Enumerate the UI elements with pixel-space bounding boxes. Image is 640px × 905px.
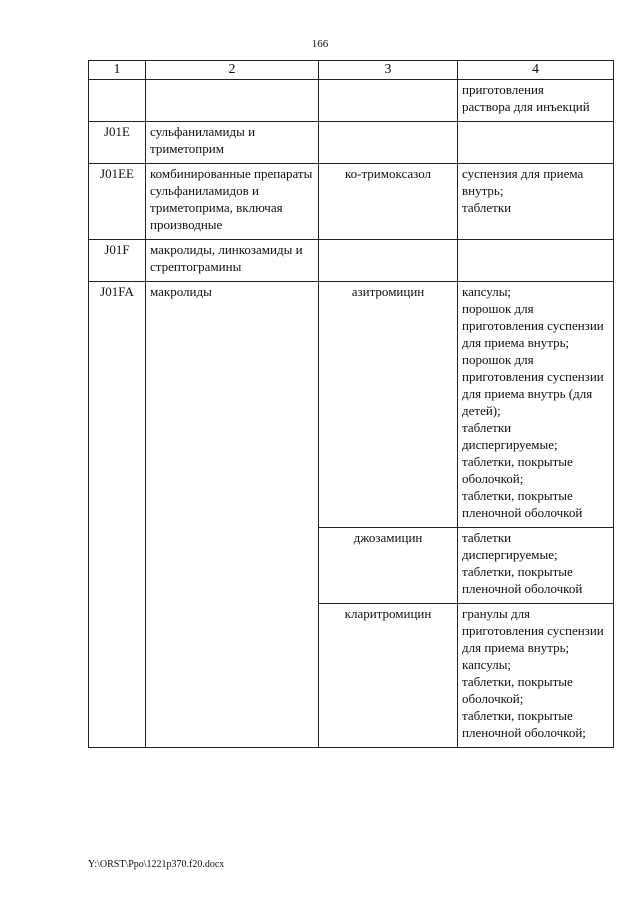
dosage-form-line: таблетки, покрытые оболочкой; <box>462 674 573 706</box>
dosage-form-line: таблетки, покрытые пленочной оболочкой <box>462 488 583 520</box>
dosage-form-line: таблетки, покрытые пленочной оболочкой; <box>462 708 586 740</box>
drug-cell <box>319 80 458 122</box>
column-header-3: 3 <box>319 61 458 80</box>
table-header-row <box>89 61 614 80</box>
drug-group-cell: макролиды, линкозамиды и стрептограмины <box>146 240 319 282</box>
form-line: приготовления <box>462 82 544 97</box>
table-row <box>89 164 614 240</box>
drug-table <box>88 60 614 748</box>
column-header-1: 1 <box>89 61 146 80</box>
dosage-form-line: капсулы; <box>462 657 512 672</box>
table-row-continuation <box>89 80 614 122</box>
atc-code-cell: J01EE <box>89 164 146 240</box>
dosage-form-line: порошок для приготовления суспензии для приема внутрь; <box>462 301 604 350</box>
table-row <box>89 282 614 528</box>
page-number: 166 <box>311 38 329 50</box>
form-cell <box>458 80 614 122</box>
dosage-form-cell <box>458 528 614 604</box>
dosage-form-line: гранулы для приготовления суспензии для приема внутрь; <box>462 606 604 655</box>
drug-group-cell: макролиды <box>146 282 319 748</box>
dosage-form-line: суспензия для приема внутрь; <box>462 166 584 198</box>
dosage-form-cell <box>458 282 614 528</box>
drug-name-cell: ко-тримоксазол <box>319 164 458 240</box>
dosage-form-line: порошок для приготовления суспензии для приема внутрь (для детей); <box>462 352 604 418</box>
drug-name-cell <box>319 122 458 164</box>
form-line: раствора для инъекций <box>462 99 590 114</box>
column-header-4: 4 <box>458 61 614 80</box>
table-body <box>89 80 614 748</box>
table-row <box>89 240 614 282</box>
dosage-form-line: таблетки, покрытые оболочкой; <box>462 454 573 486</box>
dosage-form-cell <box>458 122 614 164</box>
dosage-form-line: таблетки, покрытые пленочной оболочкой <box>462 564 583 596</box>
dosage-form-cell <box>458 164 614 240</box>
table-row <box>89 122 614 164</box>
column-header-2: 2 <box>146 61 319 80</box>
drug-name-cell <box>319 240 458 282</box>
drug-name-cell: азитромицин <box>319 282 458 528</box>
dosage-form-cell <box>458 240 614 282</box>
drug-name-cell: джозамицин <box>319 528 458 604</box>
atc-code-cell: J01FA <box>89 282 146 748</box>
dosage-form-line: таблетки <box>462 200 512 215</box>
dosage-form-line: капсулы; <box>462 284 512 299</box>
atc-code-cell: J01E <box>89 122 146 164</box>
dosage-form-line: таблетки диспергируемые; <box>462 420 558 452</box>
dosage-form-line: таблетки диспергируемые; <box>462 530 558 562</box>
footer-file-path: Y:\ORST\Ppo\1221p370.f20.docx <box>88 859 225 870</box>
drug-group-cell: комбинированные препараты сульфаниламидов и триметоприма, включая производные <box>146 164 319 240</box>
atc-code-cell: J01F <box>89 240 146 282</box>
drug-name-cell: кларитромицин <box>319 604 458 748</box>
drug-group-cell: сульфаниламиды и триметоприм <box>146 122 319 164</box>
dosage-form-cell <box>458 604 614 748</box>
code-cell <box>89 80 146 122</box>
group-cell <box>146 80 319 122</box>
